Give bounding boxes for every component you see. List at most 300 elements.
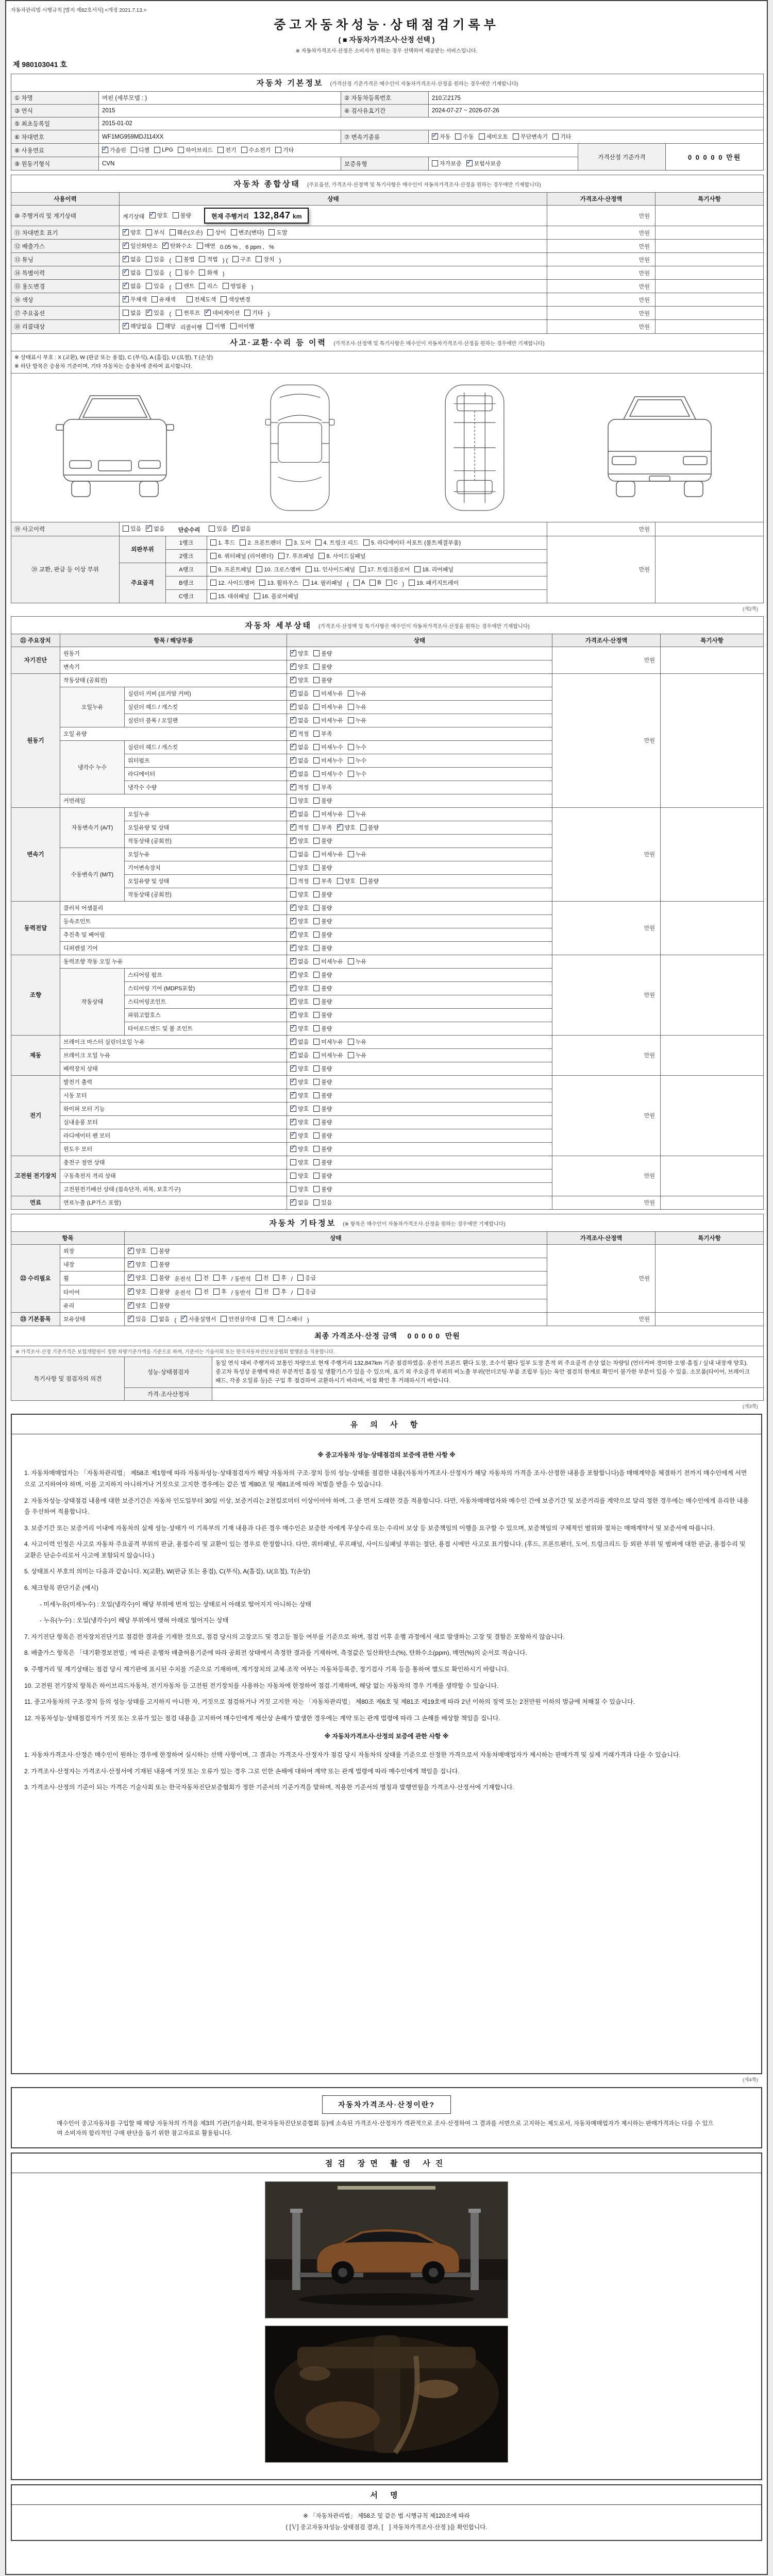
checkbox-icon bbox=[306, 566, 312, 572]
checkbox-option[interactable] bbox=[123, 295, 147, 303]
checkbox-option[interactable] bbox=[313, 1158, 332, 1166]
checkbox-option[interactable] bbox=[221, 295, 250, 303]
checkbox-option[interactable] bbox=[128, 1301, 146, 1310]
checkbox-option[interactable] bbox=[348, 957, 366, 965]
checkbox-option[interactable] bbox=[313, 917, 332, 925]
checkbox-option[interactable] bbox=[290, 944, 309, 952]
state-cell bbox=[287, 754, 552, 767]
checkbox-option[interactable] bbox=[290, 1172, 309, 1180]
checkbox-option[interactable] bbox=[209, 524, 227, 533]
checkbox-option[interactable] bbox=[256, 1287, 269, 1296]
checkbox-option[interactable] bbox=[290, 1078, 309, 1086]
checkbox-icon bbox=[313, 677, 320, 683]
engine-type-value: CVN bbox=[99, 157, 341, 171]
checkbox-option[interactable] bbox=[176, 255, 194, 263]
checkbox-option[interactable] bbox=[313, 783, 332, 791]
checkbox-option[interactable] bbox=[199, 255, 217, 263]
state-cell bbox=[120, 206, 547, 226]
checkbox-option[interactable] bbox=[181, 1315, 216, 1323]
checkbox-option[interactable] bbox=[278, 1315, 303, 1323]
checkbox-option[interactable] bbox=[313, 716, 343, 724]
checkbox-option[interactable] bbox=[313, 944, 332, 952]
checkbox-option[interactable] bbox=[360, 877, 379, 885]
checkbox-option[interactable] bbox=[290, 850, 309, 858]
checkbox-option[interactable] bbox=[313, 743, 343, 751]
checkbox-option[interactable] bbox=[210, 579, 255, 587]
checkbox-label: 6. 쿼터패널 (리어펜더) bbox=[218, 553, 274, 560]
checkbox-icon bbox=[256, 1289, 262, 1295]
checkbox-option[interactable] bbox=[240, 538, 281, 547]
checkbox-option[interactable] bbox=[230, 322, 255, 330]
checkbox-option[interactable] bbox=[313, 904, 332, 912]
col-header-device: ㉑ 주요장치 bbox=[11, 634, 60, 647]
checkbox-icon bbox=[290, 798, 296, 804]
checkbox-option[interactable] bbox=[313, 1011, 332, 1019]
checkbox-icon bbox=[210, 580, 216, 586]
checkbox-option[interactable] bbox=[213, 1274, 227, 1282]
checkbox-option[interactable] bbox=[123, 242, 158, 250]
checkbox-label: 미이행 bbox=[238, 324, 255, 330]
definition-box bbox=[11, 2087, 762, 2148]
state-text: 6 ppm , bbox=[245, 244, 264, 250]
checkbox-option[interactable] bbox=[313, 890, 332, 899]
checkbox-option[interactable] bbox=[207, 228, 226, 236]
checkbox-label: 양호 bbox=[136, 1261, 147, 1268]
checkbox-option[interactable] bbox=[207, 322, 225, 330]
checkbox-option[interactable] bbox=[432, 159, 462, 167]
checkbox-label: 있음 bbox=[321, 1199, 332, 1206]
checkbox-option[interactable] bbox=[315, 538, 358, 547]
checkbox-option[interactable] bbox=[354, 580, 365, 586]
checkbox-icon bbox=[123, 296, 129, 302]
checkbox-label: 사용설명서 bbox=[189, 1316, 216, 1323]
section-note: (가격산정 기준가격은 매수인이 자동차가격조사·산정을 원하는 경우에만 기재합니다) bbox=[330, 81, 518, 87]
checkbox-label: 없음 bbox=[154, 526, 165, 532]
checkbox-icon bbox=[290, 998, 296, 1005]
legend-line-2: ※ 하단 항목은 승용차 기준이며, 기타 자동차는 승용차에 준하여 표시합니다. bbox=[14, 363, 193, 369]
checkbox-option[interactable] bbox=[290, 904, 309, 912]
rank-label: 1랭크 bbox=[166, 536, 207, 549]
checkbox-option[interactable] bbox=[313, 1198, 332, 1207]
checkbox-option[interactable] bbox=[313, 663, 332, 671]
checkbox-label: 탄화수소 bbox=[170, 243, 192, 249]
checkbox-option[interactable] bbox=[348, 716, 366, 724]
checkbox-option[interactable] bbox=[146, 255, 164, 263]
checkbox-icon bbox=[128, 1289, 134, 1295]
checkbox-option[interactable] bbox=[290, 676, 309, 684]
checkbox-option[interactable] bbox=[348, 1051, 366, 1059]
checkbox-icon bbox=[213, 1289, 220, 1295]
remarks-table bbox=[11, 1357, 764, 1401]
state-cell bbox=[287, 714, 552, 727]
checkbox-icon bbox=[290, 1106, 296, 1112]
checkbox-label: 스패너 bbox=[286, 1316, 303, 1323]
checkbox-option[interactable] bbox=[348, 770, 366, 778]
checkbox-option[interactable] bbox=[197, 242, 215, 250]
checkbox-option[interactable] bbox=[290, 1038, 309, 1046]
checkbox-option[interactable] bbox=[157, 322, 176, 330]
checkbox-option[interactable] bbox=[131, 146, 149, 154]
checkbox-option[interactable] bbox=[455, 132, 474, 141]
checkbox-icon bbox=[348, 757, 354, 764]
checkbox-option[interactable] bbox=[290, 730, 309, 738]
checkbox-option[interactable] bbox=[290, 716, 309, 724]
checkbox-option[interactable] bbox=[123, 524, 141, 533]
checkbox-option[interactable] bbox=[199, 268, 217, 277]
checkbox-option[interactable] bbox=[313, 984, 332, 992]
checkbox-option[interactable] bbox=[154, 147, 173, 153]
checkbox-option[interactable] bbox=[313, 1172, 332, 1180]
checkbox-option[interactable] bbox=[313, 810, 343, 818]
checkbox-option[interactable] bbox=[290, 796, 309, 805]
checkbox-option[interactable] bbox=[146, 228, 164, 236]
checkbox-option[interactable] bbox=[337, 823, 356, 832]
state-cell bbox=[125, 1312, 547, 1326]
checkbox-option[interactable] bbox=[290, 877, 309, 885]
state-cell bbox=[120, 307, 547, 320]
checkbox-option[interactable] bbox=[348, 810, 366, 818]
checkbox-option[interactable] bbox=[290, 957, 309, 965]
checkbox-option[interactable] bbox=[313, 756, 343, 765]
checkbox-option[interactable] bbox=[123, 309, 141, 317]
checkbox-option[interactable] bbox=[290, 810, 309, 818]
checkbox-label: 양호 bbox=[298, 1186, 309, 1193]
checkbox-option[interactable] bbox=[290, 743, 309, 751]
checkbox-option[interactable] bbox=[232, 255, 251, 263]
checkbox-option[interactable] bbox=[313, 730, 332, 738]
state-cell bbox=[287, 914, 552, 928]
checkbox-label: 매연 bbox=[204, 243, 215, 249]
checkbox-option[interactable] bbox=[313, 1078, 332, 1086]
simple-repair-options bbox=[209, 527, 256, 533]
checkbox-label: 수동 bbox=[463, 134, 474, 140]
checkbox-label: 응급 bbox=[305, 1275, 316, 1281]
checkbox-option[interactable] bbox=[337, 877, 356, 885]
checkbox-icon bbox=[273, 1275, 279, 1281]
checkbox-option[interactable] bbox=[313, 1091, 332, 1099]
checkbox-option[interactable] bbox=[195, 1274, 209, 1282]
checkbox-option[interactable] bbox=[170, 228, 203, 236]
checkbox-option[interactable] bbox=[123, 322, 153, 330]
checkbox-option[interactable] bbox=[290, 1145, 309, 1153]
checkbox-label: 미세누유 bbox=[321, 851, 343, 858]
checkbox-option[interactable] bbox=[254, 592, 298, 600]
checkbox-option[interactable] bbox=[313, 1145, 332, 1153]
checkbox-option[interactable] bbox=[348, 756, 366, 765]
checkbox-option[interactable] bbox=[313, 676, 332, 684]
checkbox-label: 썬루프 bbox=[183, 310, 200, 316]
checkbox-option[interactable] bbox=[146, 309, 164, 317]
car-diagram-top bbox=[238, 381, 362, 515]
checkbox-option[interactable] bbox=[348, 1038, 366, 1046]
checkbox-option[interactable] bbox=[128, 1260, 146, 1268]
photos-title: 점검 장면 촬영 사진 bbox=[12, 2154, 761, 2173]
section-note: (※ 항목은 매수인이 자동차가격조사·산정을 원하는 경우에만 기재합니다) bbox=[343, 1221, 506, 1227]
section-note: (가격조사·산정액 및 특기사항은 매수인이 자동차가격조사·산정을 원하는 경우에만 기재합니다) bbox=[318, 623, 530, 630]
table-row bbox=[11, 1075, 764, 1089]
checkbox-option[interactable] bbox=[348, 850, 366, 858]
checkbox-option[interactable] bbox=[313, 997, 332, 1006]
checkbox-option[interactable] bbox=[275, 146, 294, 154]
checkbox-option[interactable] bbox=[210, 538, 235, 547]
checkbox-option[interactable] bbox=[313, 1051, 343, 1059]
checkbox-option[interactable] bbox=[313, 1038, 343, 1046]
checkbox-icon bbox=[290, 1012, 296, 1018]
checkbox-label: 17. 트렁크플로어 bbox=[367, 566, 410, 573]
checkbox-option[interactable] bbox=[223, 282, 247, 290]
checkbox-option[interactable] bbox=[290, 663, 309, 671]
checkbox-option[interactable] bbox=[123, 255, 141, 263]
state-cell bbox=[287, 740, 552, 754]
table-row bbox=[11, 293, 764, 307]
checkbox-option[interactable] bbox=[290, 1024, 309, 1032]
checkbox-option[interactable] bbox=[286, 538, 311, 547]
checkbox-option[interactable] bbox=[313, 823, 332, 832]
checkbox-option[interactable] bbox=[313, 1064, 332, 1073]
checkbox-option[interactable] bbox=[256, 255, 274, 263]
checkbox-option[interactable] bbox=[195, 1287, 209, 1296]
checkbox-label: 도말 bbox=[276, 230, 288, 236]
price-cell: 만원 bbox=[552, 1156, 661, 1196]
checkbox-icon bbox=[348, 811, 354, 817]
checkbox-option[interactable] bbox=[432, 132, 450, 141]
checkbox-label: 미세누유 bbox=[321, 1052, 343, 1059]
checkbox-option[interactable] bbox=[290, 1091, 309, 1099]
checkbox-option[interactable] bbox=[176, 268, 194, 277]
checkbox-icon bbox=[290, 1079, 296, 1085]
checkbox-option[interactable] bbox=[151, 1287, 170, 1296]
checkbox-icon bbox=[354, 580, 360, 586]
state-cell bbox=[287, 1035, 552, 1048]
checkbox-icon bbox=[348, 771, 354, 777]
checkbox-option[interactable] bbox=[290, 971, 309, 979]
checkbox-option[interactable] bbox=[360, 565, 410, 573]
price-cell: 만원 bbox=[547, 226, 656, 240]
checkbox-option[interactable] bbox=[386, 580, 398, 586]
checkbox-option[interactable] bbox=[313, 971, 332, 979]
checkbox-option[interactable] bbox=[290, 1158, 309, 1166]
checkbox-option[interactable] bbox=[213, 1287, 227, 1296]
checkbox-option[interactable] bbox=[241, 146, 271, 154]
checkbox-option[interactable] bbox=[128, 1315, 146, 1323]
checkbox-option[interactable] bbox=[290, 1131, 309, 1140]
checkbox-option[interactable] bbox=[313, 770, 343, 778]
checkbox-option[interactable] bbox=[363, 538, 461, 547]
detail-section-header bbox=[11, 616, 764, 634]
checkbox-option[interactable] bbox=[178, 146, 213, 154]
checkbox-option[interactable] bbox=[151, 1260, 170, 1268]
checkbox-option[interactable] bbox=[513, 132, 548, 141]
checkbox-option[interactable] bbox=[290, 997, 309, 1006]
checkbox-option[interactable] bbox=[151, 1274, 170, 1282]
checkbox-option[interactable] bbox=[313, 796, 332, 805]
checkbox-option[interactable] bbox=[273, 1274, 287, 1282]
checkbox-option[interactable] bbox=[318, 552, 365, 560]
checkbox-option[interactable] bbox=[244, 309, 263, 317]
checkbox-option[interactable] bbox=[313, 1024, 332, 1032]
checkbox-option[interactable] bbox=[290, 984, 309, 992]
car-name-value bbox=[99, 92, 341, 105]
checkbox-label: 없음 bbox=[240, 526, 251, 532]
col-header-note: 특기사항 bbox=[656, 193, 764, 206]
notice-paragraph: 8. 배출가스 항목은 「대기환경보전법」에 따른 운행차 배출허용기준에 따라 공회전 상태에서 측정한 결과를 기재하며, 측정값은 일산화탄소(%), 탄화수소(ppm), 매연(%)의 순서로 적습니다. bbox=[24, 1649, 527, 1657]
checkbox-icon bbox=[313, 650, 320, 656]
checkbox-option[interactable] bbox=[313, 689, 343, 698]
checkbox-label: 하이브리드 bbox=[186, 147, 213, 154]
checkbox-option[interactable] bbox=[297, 1274, 316, 1282]
checkbox-option[interactable] bbox=[313, 850, 343, 858]
signature-title: 서 명 bbox=[12, 2485, 761, 2505]
checkbox-option[interactable] bbox=[290, 689, 309, 698]
checkbox-option[interactable] bbox=[231, 228, 264, 236]
checkbox-option[interactable] bbox=[313, 877, 332, 885]
checkbox-option[interactable] bbox=[268, 228, 287, 236]
checkbox-option[interactable] bbox=[260, 1315, 274, 1323]
checkbox-icon bbox=[241, 147, 247, 153]
fuel-options bbox=[99, 144, 578, 157]
checkbox-option[interactable] bbox=[232, 524, 251, 533]
checkbox-label: LPG bbox=[162, 147, 174, 153]
checkbox-option[interactable] bbox=[259, 579, 298, 587]
checkbox-label: 미세누유 bbox=[321, 704, 343, 710]
checkbox-icon bbox=[313, 1106, 320, 1112]
checkbox-option[interactable] bbox=[313, 1118, 332, 1126]
checkbox-option[interactable] bbox=[290, 1064, 309, 1073]
checkbox-option[interactable] bbox=[313, 1185, 332, 1193]
checkbox-option[interactable] bbox=[313, 837, 332, 845]
checkbox-option[interactable] bbox=[414, 565, 453, 573]
checkbox-option[interactable] bbox=[149, 211, 168, 219]
checkbox-option[interactable] bbox=[290, 756, 309, 765]
checkbox-option[interactable] bbox=[187, 295, 216, 303]
checkbox-option[interactable] bbox=[313, 1131, 332, 1140]
checkbox-option[interactable] bbox=[290, 1118, 309, 1126]
checkbox-option[interactable] bbox=[290, 863, 309, 872]
section-title: 사고·교환·수리 등 이력 bbox=[230, 338, 327, 347]
checkbox-option[interactable] bbox=[313, 703, 343, 711]
checkbox-option[interactable] bbox=[348, 703, 366, 711]
item-label: 발전기 출력 bbox=[60, 1075, 287, 1089]
checkbox-label: 불량 bbox=[321, 650, 332, 657]
checkbox-option[interactable] bbox=[290, 770, 309, 778]
checkbox-option[interactable] bbox=[278, 552, 314, 560]
checkbox-option[interactable] bbox=[290, 930, 309, 939]
checkbox-option[interactable] bbox=[360, 823, 379, 832]
checkbox-option[interactable] bbox=[466, 159, 501, 167]
checkbox-option[interactable] bbox=[146, 524, 164, 533]
checkbox-option[interactable] bbox=[217, 146, 236, 154]
checkbox-option[interactable] bbox=[128, 1287, 146, 1296]
checkbox-option[interactable] bbox=[290, 1198, 309, 1207]
checkbox-option[interactable] bbox=[290, 1185, 309, 1193]
checkbox-option[interactable] bbox=[128, 1274, 146, 1282]
checkbox-option[interactable] bbox=[290, 823, 309, 832]
checkbox-option[interactable] bbox=[290, 1051, 309, 1059]
checkbox-option[interactable] bbox=[313, 863, 332, 872]
checkbox-option[interactable] bbox=[176, 309, 200, 317]
checkbox-icon bbox=[313, 958, 320, 964]
checkbox-option[interactable] bbox=[176, 282, 194, 290]
price-cell: 만원 bbox=[547, 293, 656, 307]
checkbox-option[interactable] bbox=[146, 282, 164, 290]
checkbox-option[interactable] bbox=[256, 1274, 269, 1282]
checkbox-option[interactable] bbox=[313, 1105, 332, 1113]
checkbox-option[interactable] bbox=[173, 211, 191, 219]
checkbox-option[interactable] bbox=[151, 1247, 170, 1255]
item-label: 오일누유 bbox=[125, 807, 287, 821]
checkbox-option[interactable] bbox=[348, 743, 366, 751]
checkbox-option[interactable] bbox=[479, 132, 509, 141]
checkbox-label: 없음 bbox=[298, 1052, 309, 1059]
checkbox-option[interactable] bbox=[123, 268, 141, 277]
checkbox-label: 18. 리어패널 bbox=[422, 566, 454, 573]
notice-body bbox=[12, 1434, 761, 2073]
checkbox-icon bbox=[290, 1025, 296, 1031]
checkbox-label: 누수 bbox=[355, 771, 367, 777]
checkbox-option[interactable] bbox=[199, 282, 217, 290]
checkbox-option[interactable] bbox=[256, 565, 300, 573]
checkbox-option[interactable] bbox=[151, 1301, 170, 1310]
checkbox-option[interactable] bbox=[210, 565, 251, 573]
checkbox-icon bbox=[290, 865, 296, 871]
checkbox-option[interactable] bbox=[409, 579, 459, 587]
checkbox-option[interactable] bbox=[303, 579, 342, 587]
checkbox-option[interactable] bbox=[297, 1287, 316, 1296]
checkbox-label: 3. 도어 bbox=[293, 539, 311, 546]
checkbox-option[interactable] bbox=[290, 837, 309, 845]
checkbox-icon bbox=[313, 878, 320, 884]
checkbox-label: 불량 bbox=[321, 1159, 332, 1166]
state-text: ) bbox=[307, 1317, 309, 1324]
checkbox-option[interactable] bbox=[128, 1247, 146, 1255]
checkbox-option[interactable] bbox=[273, 1287, 287, 1296]
checkbox-label: 있음 bbox=[130, 526, 142, 532]
checkbox-option[interactable] bbox=[290, 783, 309, 791]
checkbox-icon bbox=[199, 256, 205, 262]
checkbox-label: 양호 bbox=[136, 1289, 147, 1295]
state-text: ( bbox=[169, 258, 172, 264]
checkbox-option[interactable] bbox=[290, 1105, 309, 1113]
checkbox-option[interactable] bbox=[552, 132, 571, 141]
checkbox-label: 부족 bbox=[321, 784, 332, 791]
checkbox-option[interactable] bbox=[313, 957, 343, 965]
checkbox-option[interactable] bbox=[369, 580, 381, 586]
price-cell: 만원 bbox=[547, 206, 656, 226]
checkbox-option[interactable] bbox=[290, 649, 309, 657]
checkbox-option[interactable] bbox=[205, 309, 240, 317]
checkbox-option[interactable] bbox=[210, 552, 274, 560]
checkbox-option[interactable] bbox=[102, 146, 126, 154]
checkbox-option[interactable] bbox=[290, 703, 309, 711]
detail-state-table bbox=[11, 616, 764, 1210]
checkbox-option[interactable] bbox=[290, 917, 309, 925]
checkbox-option[interactable] bbox=[123, 228, 141, 236]
checkbox-label: 있음 bbox=[136, 1316, 147, 1323]
checkbox-option[interactable] bbox=[313, 930, 332, 939]
checkbox-option[interactable] bbox=[290, 890, 309, 899]
checkbox-option[interactable] bbox=[210, 592, 249, 600]
checkbox-option[interactable] bbox=[152, 295, 176, 303]
checkbox-option[interactable] bbox=[221, 1315, 256, 1323]
checkbox-option[interactable] bbox=[290, 1011, 309, 1019]
checkbox-option[interactable] bbox=[151, 1315, 170, 1323]
checkbox-option[interactable] bbox=[313, 649, 332, 657]
checkbox-option[interactable] bbox=[306, 565, 355, 573]
checkbox-option[interactable] bbox=[123, 282, 141, 290]
checkbox-option[interactable] bbox=[162, 242, 192, 250]
checkbox-option[interactable] bbox=[348, 689, 366, 698]
checkbox-option[interactable] bbox=[146, 268, 164, 277]
